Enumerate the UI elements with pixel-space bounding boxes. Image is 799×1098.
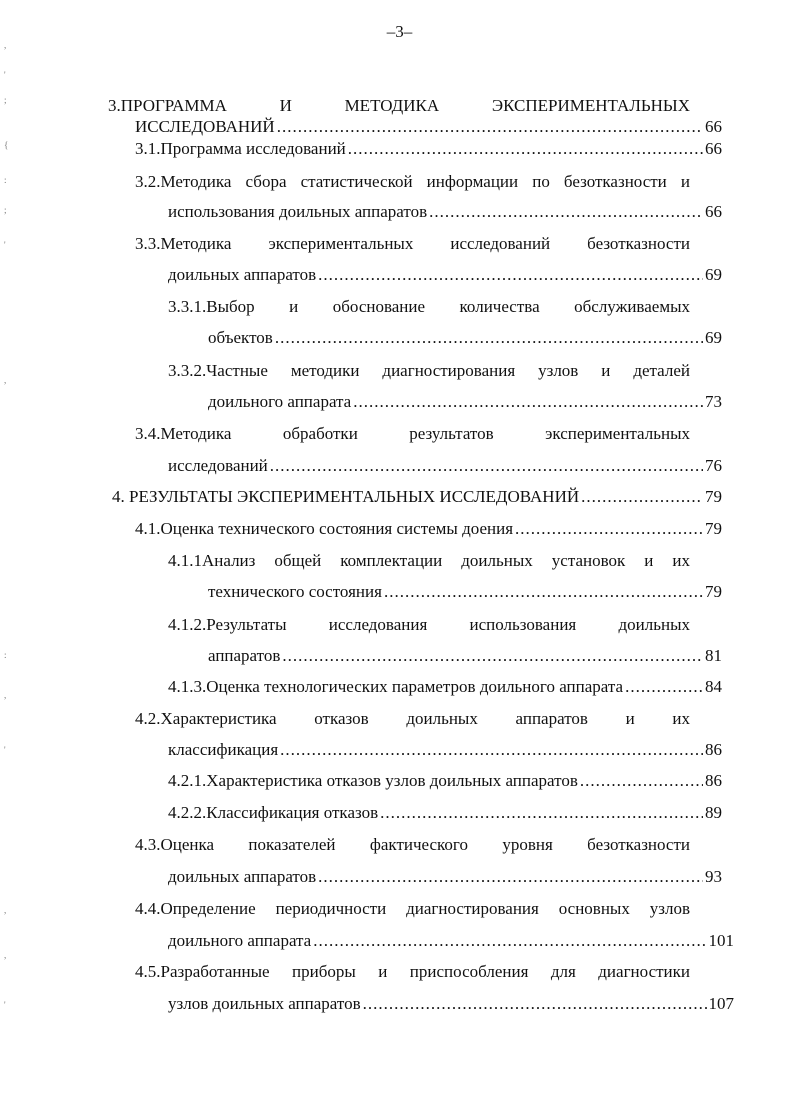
page-ref: 79 bbox=[705, 519, 722, 538]
toc-entry-line: 4.5.Разработанные приборы и приспособления для диагностики bbox=[135, 962, 690, 981]
toc-entry-line: 4.4.Определение периодичности диагностирования основных узлов bbox=[135, 899, 690, 918]
page-ref: 101 bbox=[708, 931, 734, 950]
page-number: –3– bbox=[386, 22, 413, 41]
toc-entry-line: доильных аппаратов ..... 69 bbox=[168, 264, 722, 286]
toc-entry-line: технического состояния ..... 79 bbox=[208, 581, 722, 603]
toc-entry-line: 3.ПРОГРАММА И МЕТОДИКА ЭКСПЕРИМЕНТАЛЬНЫХ bbox=[108, 96, 690, 115]
toc-entry-line: 4. РЕЗУЛЬТАТЫ ЭКСПЕРИМЕНТАЛЬНЫХ ИССЛЕДОВАНИЙ ..... 79 bbox=[112, 486, 722, 508]
toc-entry-line: доильного аппарата ..... 101 bbox=[168, 930, 734, 952]
toc-entry-line: объектов ..... 69 bbox=[208, 327, 722, 349]
page-ref: 86 bbox=[705, 771, 722, 790]
toc-entry-line: 3.3.1.Выбор и обоснование количества обслуживаемых bbox=[168, 297, 690, 316]
page-ref: 86 bbox=[705, 740, 722, 759]
toc-entry-line: 3.3.2.Частные методики диагностирования узлов и деталей bbox=[168, 361, 690, 380]
page-ref: 89 bbox=[705, 803, 722, 822]
toc-entry-line: узлов доильных аппаратов ..... 107 bbox=[168, 993, 734, 1015]
toc-entry-line: 4.1.1Анализ общей комплектации доильных установок и их bbox=[168, 551, 690, 570]
page-ref: 79 bbox=[705, 487, 722, 506]
toc-entry-line: 4.3.Оценка показателей фактического уровня безотказности bbox=[135, 835, 690, 854]
toc-entry-line: аппаратов ..... 81 bbox=[208, 645, 722, 667]
toc-entry-line: 3.3.Методика экспериментальных исследований безотказности bbox=[135, 234, 690, 253]
toc-entry-line: использования доильных аппаратов ..... 66 bbox=[168, 201, 722, 223]
toc-entry-line: 3.4.Методика обработки результатов экспериментальных bbox=[135, 424, 690, 443]
page-ref: 79 bbox=[705, 582, 722, 601]
toc-entry-line: 4.2.Характеристика отказов доильных аппаратов и их bbox=[135, 709, 690, 728]
page-ref: 66 bbox=[705, 139, 722, 158]
page-ref: 76 bbox=[705, 456, 722, 475]
toc-entry-line: классификация ..... 86 bbox=[168, 739, 722, 761]
page-ref: 66 bbox=[705, 202, 722, 221]
page-ref: 69 bbox=[705, 265, 722, 284]
page-ref: 73 bbox=[705, 392, 722, 411]
page-ref: 93 bbox=[705, 867, 722, 886]
page-ref: 66 bbox=[705, 117, 722, 136]
toc-entry-line: исследований ..... 76 bbox=[168, 455, 722, 477]
page-ref: 84 bbox=[705, 677, 722, 696]
toc-entry-line: 4.1.2.Результаты исследования использования доильных bbox=[168, 615, 690, 634]
toc-entry-line: 3.2.Методика сбора статистической информации по безотказности и bbox=[135, 172, 690, 191]
toc-entry-line: ИССЛЕДОВАНИЙ ..... 66 bbox=[135, 116, 722, 138]
page-ref: 81 bbox=[705, 646, 722, 665]
toc-entry-line: 4.1.Оценка технического состояния системы доения ..... 79 bbox=[135, 518, 722, 540]
toc-entry-line: 4.1.3.Оценка технологических параметров доильного аппарата ..... 84 bbox=[168, 676, 722, 698]
page-ref: 107 bbox=[708, 994, 734, 1013]
page-ref: 69 bbox=[705, 328, 722, 347]
toc-entry-line: 3.1.Программа исследований ..... 66 bbox=[135, 138, 722, 160]
scan-margin-specks: , ' ; { : ; ' , : , ' , , ' bbox=[4, 40, 9, 1010]
toc-entry-line: 4.2.2.Классификация отказов ..... 89 bbox=[168, 802, 722, 824]
toc-entry-line: 4.2.1.Характеристика отказов узлов доильных аппаратов ..... 86 bbox=[168, 770, 722, 792]
toc-entry-line: доильного аппарата ..... 73 bbox=[208, 391, 722, 413]
toc-entry-line: доильных аппаратов ..... 93 bbox=[168, 866, 722, 888]
